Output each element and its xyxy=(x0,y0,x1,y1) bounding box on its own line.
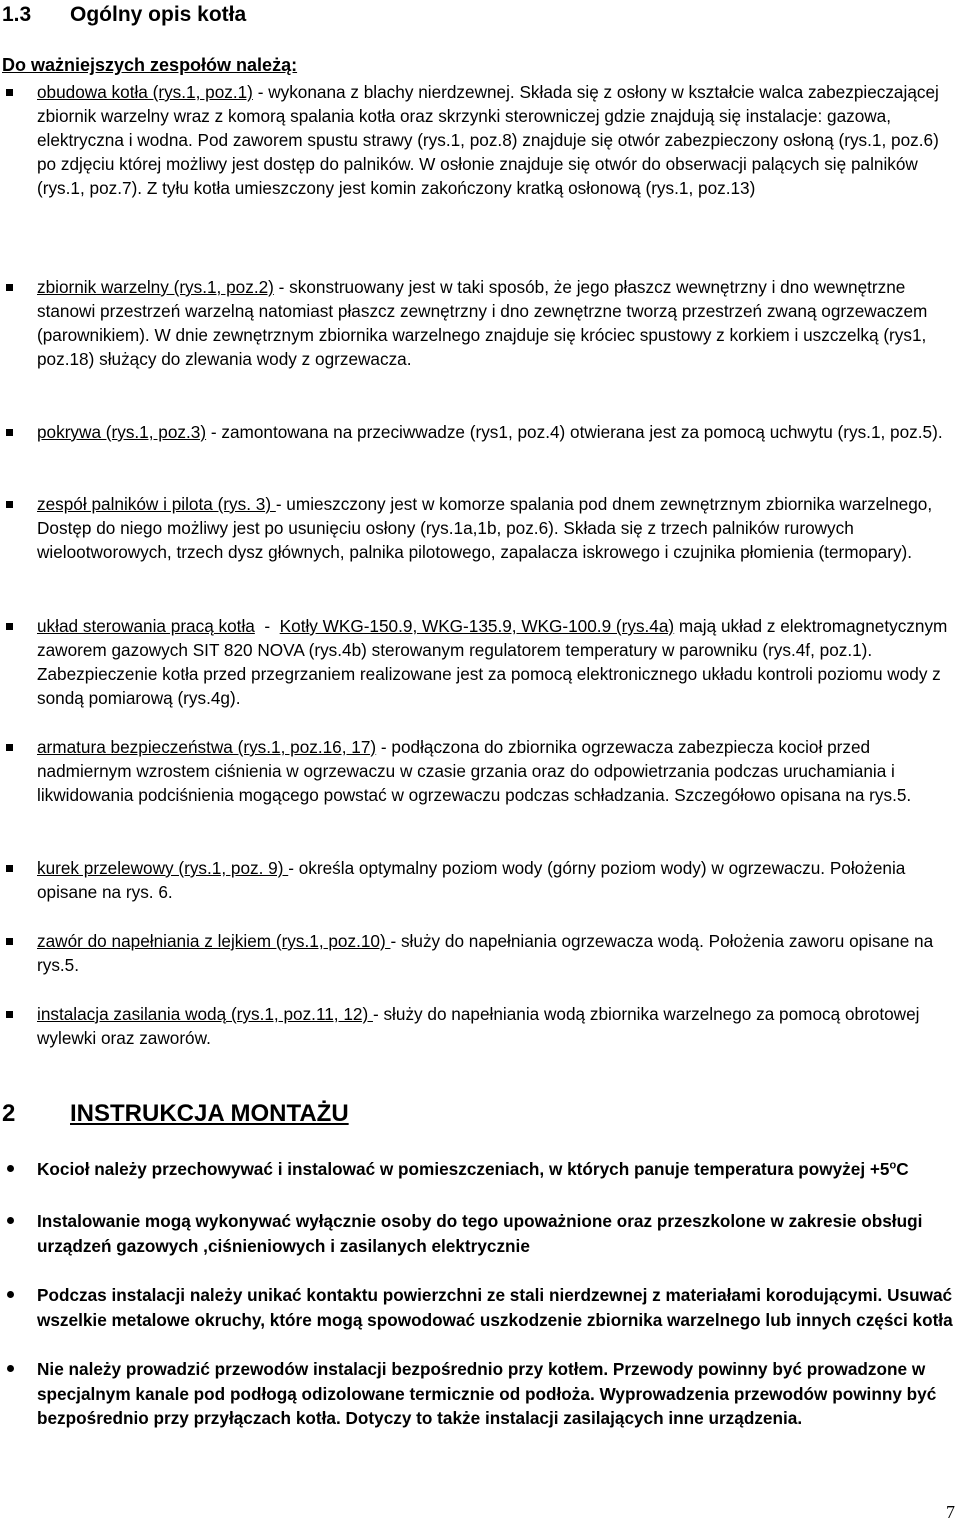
bullet-square-icon xyxy=(6,744,13,751)
bullet-square-icon xyxy=(6,938,13,945)
list-item xyxy=(37,275,957,371)
item-text: Kocioł należy przechowywać i instalować w pomieszczeniach, w których panuje temperatura powyżej +5 xyxy=(37,1159,890,1179)
item-label: instalacja zasilania wodą (rys.1, poz.11, 12) xyxy=(37,1004,373,1024)
list-item xyxy=(37,1157,957,1182)
bullet-dot-icon xyxy=(7,1217,14,1224)
item-label: kurek przelewowy (rys.1, poz. 9) xyxy=(37,858,289,878)
item-label: zespół palników i pilota (rys. 3) xyxy=(37,494,276,514)
item-text: Podczas instalacji należy unikać kontaktu powierzchni ze stali nierdzewnej z materiałami korodującymi. Usuwać wszelkie metalowe okruchy, które mogą spowodować uszkodzenie zbiornika warzelnego lub innych części kotła xyxy=(37,1285,953,1330)
item-text: - skonstruowany jest w taki sposób, że jego płaszcz wewnętrzny i dno wewnętrzne stanowi przestrzeń warzelną natomiast płaszcz zewnętrzny i dno zewnętrzne tworzą przestrzeń zwaną ogrzewaczem (parownikiem). W dnie zewnętrznym zbiornika warzelnego znajduje się króciec spustowy z korkiem i uszczelką (rys1, poz.18) służący do zlewania wody z ogrzewacza. xyxy=(37,277,928,369)
list-item xyxy=(37,856,957,904)
list-item xyxy=(37,1357,957,1431)
list-item xyxy=(37,420,957,444)
item-separator: - xyxy=(254,616,280,636)
item-label: układ sterowania pracą kotła xyxy=(37,616,255,636)
item-text: - służy do napełniania ogrzewacza wodą. Położenia zaworu opisane na rys.5. xyxy=(37,931,934,975)
bullet-square-icon xyxy=(6,623,13,630)
item-text: Nie należy prowadzić przewodów instalacji bezpośrednio przy kotłem. Przewody powinny być prowadzone w specjalnym kanale pod podłogą odizolowane termicznie od podłoża. Wyprowadzenia przewodów powinny być bezpośrednio przy przyłączach kotła. Dotyczy to także instalacji zasilających inne urządzenia. xyxy=(37,1359,937,1428)
item-label: pokrywa (rys.1, poz.3) xyxy=(37,422,207,442)
item-text: - służy do napełniania wodą zbiornika warzelnego za pomocą obrotowej wylewki oraz zaworów. xyxy=(37,1004,920,1048)
item-text: - określa optymalny poziom wody (górny poziom wody) w ogrzewaczu. Położenia opisane na rys. 6. xyxy=(37,858,906,902)
item-text: Instalowanie mogą wykonywać wyłącznie osoby do tego upoważnione oraz przeszkolone w zakresie obsługi urządzeń gazowych ,ciśnieniowych i zasilanych elektrycznie xyxy=(37,1211,923,1256)
page-number: 7 xyxy=(946,1502,955,1522)
subheading: Do ważniejszych zespołów należą: xyxy=(2,55,298,75)
item-label: armatura bezpieczeństwa (rys.1, poz.16, 17) xyxy=(37,737,377,757)
item-label: obudowa kotła (rys.1, poz.1) xyxy=(37,82,253,102)
item-text: - wykonana z blachy nierdzewnej. Składa się z osłony w kształcie walca zabezpieczającej zbiornik warzelny wraz z komorą spalania kotła oraz skrzynki sterowniczej gdzie znajdują się instalacje: gazowa, elektryczna i wodna. Pod zaworem spustu strawy (rys.1, poz.8) znajduje się otwór zabezpieczony osłoną (rys.1, poz.6) po zdjęciu której możliwy jest dostęp do palników. W osłonie znajduje się otwór do obserwacji palących się palników (rys.1, poz.7). Z tyłu kotła umieszczony jest komin zakończony kratką osłonową (rys.1, poz.13) xyxy=(37,82,939,198)
list-item xyxy=(37,929,957,977)
item-text: mają układ z elektromagnetycznym zaworem gazowych SIT 820 NOVA (rys.4b) sterowanym regulatorem temperatury w parowniku (rys.4f, poz.1). Zabezpieczenie kotła przed przegrzaniem realizowane jest za pomocą elektronicznego układu kontroli poziomu wody z sondą pomiarową (rys.4g). xyxy=(37,616,948,708)
section-title: Ogólny opis kotła xyxy=(70,3,247,26)
item-label-models: Kotły WKG-150.9, WKG-135.9, WKG-100.9 (rys.4a) xyxy=(279,616,675,636)
degree-superscript: o xyxy=(889,1159,897,1172)
item-label: zawór do napełniania z lejkiem (rys.1, poz.10) xyxy=(37,931,391,951)
item-text: - umieszczony jest w komorze spalania pod dnem zewnętrznym zbiornika warzelnego, Dostęp do niego możliwy jest po usunięciu osłony (rys.1a,1b, poz.6). Składa się z trzech palników rurowych wielootworowych, trzech dysz głównych, palnika pilotowego, zapalacza iskrowego i czujnika płomienia (termopary). xyxy=(37,494,933,562)
section-number: 1.3 xyxy=(2,3,32,26)
list-item xyxy=(37,80,957,200)
list-item xyxy=(37,1283,957,1332)
bullet-square-icon xyxy=(6,429,13,436)
item-text: - zamontowana na przeciwwadze (rys1, poz.4) otwierana jest za pomocą uchwytu (rys.1, poz.5). xyxy=(206,422,943,442)
item-text: - podłączona do zbiornika ogrzewacza zabezpiecza kocioł przed nadmiernym wzrostem ciśnienia w ogrzewaczu w czasie grzania oraz do odpowietrzania podczas uruchamiania i likwidowania podciśnienia mogącego powstać w ogrzewaczu podczas schładzania. Szczegółowo opisana na rys.5. xyxy=(37,737,912,805)
section-heading-installation xyxy=(2,1099,349,1129)
bullet-dot-icon xyxy=(7,1165,14,1172)
bullet-dot-icon xyxy=(7,1365,14,1372)
item-text-unit: C xyxy=(896,1159,909,1179)
list-item xyxy=(37,1002,957,1050)
bullet-square-icon xyxy=(6,865,13,872)
section-number: 2 xyxy=(2,1100,16,1127)
list-item xyxy=(37,1209,957,1258)
bullet-dot-icon xyxy=(7,1291,14,1298)
bullet-square-icon xyxy=(6,501,13,508)
item-label: zbiornik warzelny (rys.1, poz.2) xyxy=(37,277,274,297)
bullet-square-icon xyxy=(6,89,13,96)
bullet-square-icon xyxy=(6,284,13,291)
section-title: INSTRUKCJA MONTAŻU xyxy=(70,1100,349,1127)
list-item xyxy=(37,492,957,564)
bullet-square-icon xyxy=(6,1011,13,1018)
section-heading xyxy=(2,3,246,27)
list-item xyxy=(37,735,957,807)
list-item xyxy=(37,614,957,710)
